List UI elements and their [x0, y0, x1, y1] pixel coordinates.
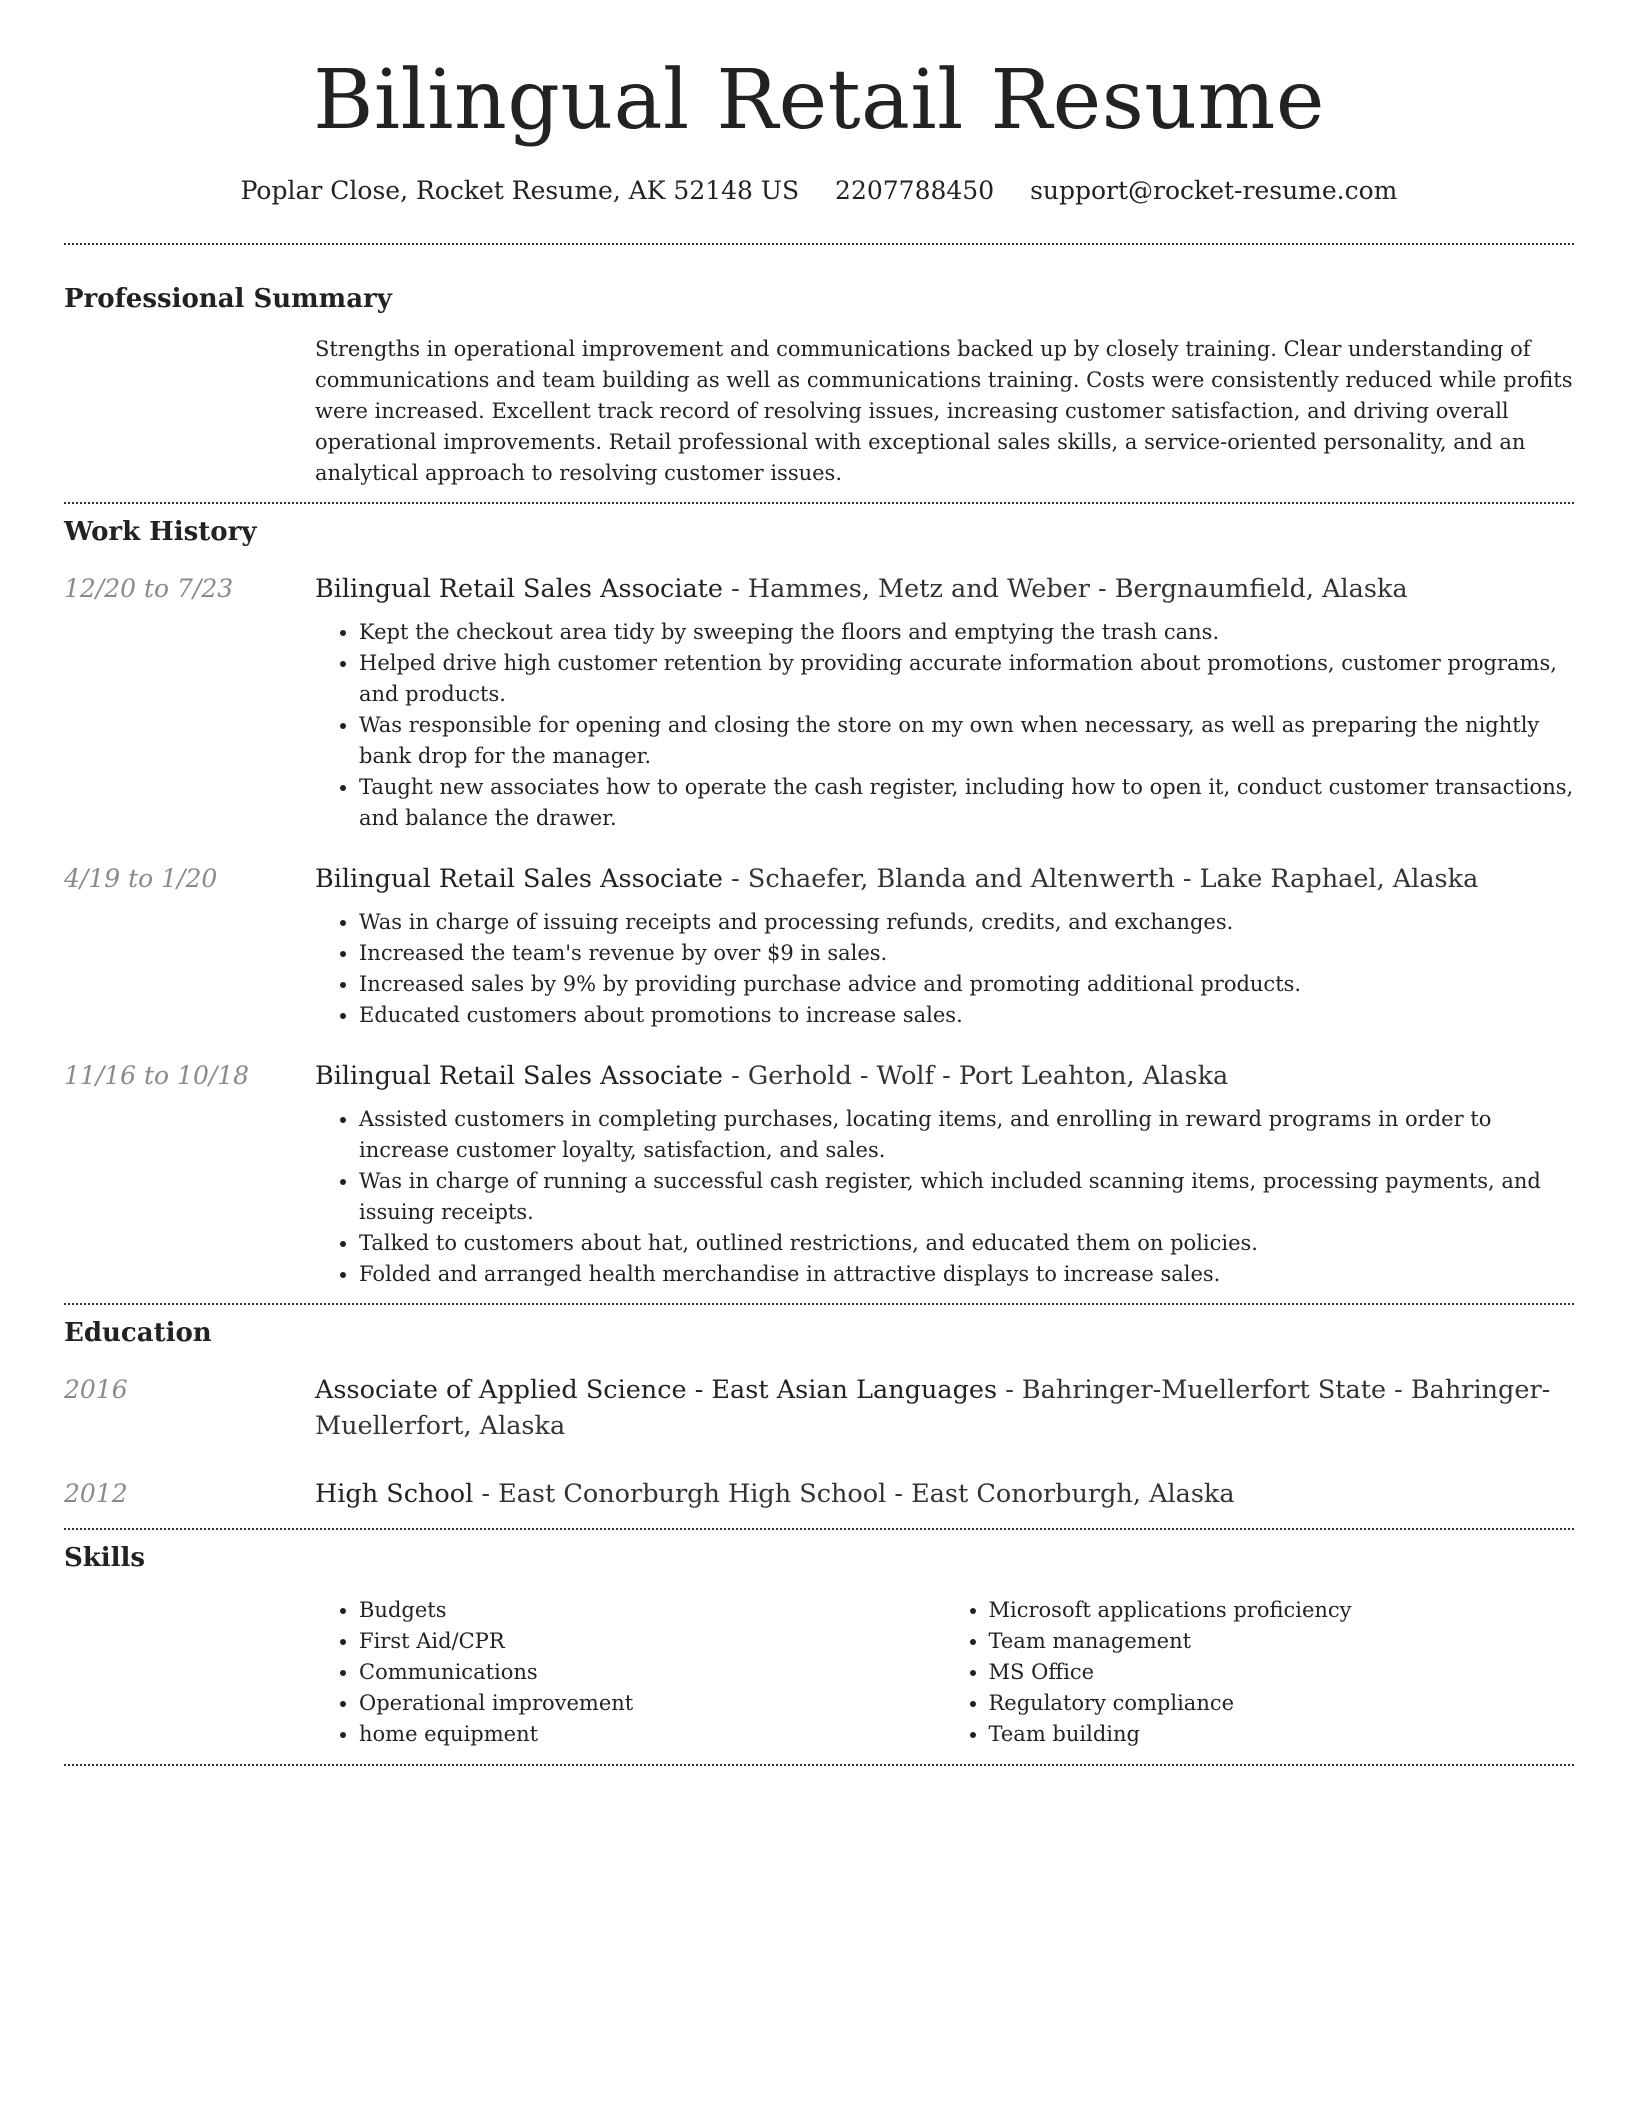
list-item: • Was responsible for opening and closing the store on my own when necessary, as well as preparing the nightly bank drop for the manager. — [359, 710, 1574, 772]
list-item: • Team building — [989, 1719, 1575, 1750]
contact-line — [64, 174, 1574, 208]
list-item: • Was in charge of issuing receipts and processing refunds, credits, and exchanges. — [359, 907, 1574, 938]
education-details: - East Conorburgh High School - East Conorburgh, Alaska — [473, 1479, 1235, 1509]
summary-text: Strengths in operational improvement and communications backed up by closely training. Clear understanding of communications and team building as well as communications training. Costs were consistently reduced while profits were increased. Excellent track record of resolving issues, increasing customer satisfaction, and driving overall operational improvements. Retail professional with exceptional sales skills, a service-oriented personality, and an analytical approach to resolving customer issues. — [315, 337, 1573, 485]
education-heading-line — [315, 1372, 1574, 1444]
job-bullets — [315, 617, 1574, 834]
education-heading-line — [315, 1476, 1574, 1512]
skills-list-right — [945, 1595, 1575, 1750]
education-degree: High School — [315, 1479, 474, 1509]
job-details: - Hammes, Metz and Weber - Bergnaumfield, Alaska — [723, 574, 1408, 604]
education-entry — [64, 1476, 1574, 1512]
job-title: Bilingual Retail Sales Associate — [315, 574, 724, 604]
list-item: • home equipment — [359, 1719, 945, 1750]
summary-section — [64, 245, 1574, 489]
job-dates: 4/19 to 1/20 — [64, 864, 218, 893]
work-history-section — [64, 504, 1574, 1290]
job-dates: 12/20 to 7/23 — [64, 574, 234, 603]
summary-heading: Professional Summary — [64, 284, 392, 314]
list-item: • Operational improvement — [359, 1688, 945, 1719]
list-item: • MS Office — [989, 1657, 1575, 1688]
list-item: • Kept the checkout area tidy by sweeping the floors and emptying the trash cans. — [359, 617, 1574, 648]
education-year: 2012 — [64, 1479, 128, 1508]
skills-section — [64, 1530, 1574, 1750]
divider — [64, 1764, 1574, 1766]
list-item: • Helped drive high customer retention by providing accurate information about promotions, customer programs, and products. — [359, 648, 1574, 710]
job-heading — [315, 571, 1574, 607]
job-dates: 11/16 to 10/18 — [64, 1061, 250, 1090]
education-details: - Bahringer-Muellerfort State - Bahringer-Muellerfort, Alaska — [315, 1375, 1551, 1441]
list-item: • Microsoft applications proficiency — [989, 1595, 1575, 1626]
skills-heading: Skills — [64, 1543, 146, 1573]
job-heading — [315, 861, 1574, 897]
list-item: • Talked to customers about hat, outlined restrictions, and educated them on policies. — [359, 1228, 1574, 1259]
list-item: • Was in charge of running a successful cash register, which included scanning items, processing payments, and issuing receipts. — [359, 1166, 1574, 1228]
list-item: • Educated customers about promotions to increase sales. — [359, 1000, 1574, 1031]
list-item: • Team management — [989, 1626, 1575, 1657]
job-heading — [315, 1058, 1574, 1094]
resume-title: Bilingual Retail Resume — [313, 53, 1325, 148]
job-entry — [64, 861, 1574, 1031]
resume-page — [64, 0, 1574, 1766]
education-degree: Associate of Applied Science - East Asian Languages — [315, 1375, 998, 1405]
list-item: • Assisted customers in completing purchases, locating items, and enrolling in reward programs in order to increase customer loyalty, satisfaction, and sales. — [359, 1104, 1574, 1166]
work-history-heading: Work History — [64, 517, 257, 547]
job-entry — [64, 1058, 1574, 1290]
list-item: • Increased the team's revenue by over $9 in sales. — [359, 938, 1574, 969]
contact-address: Poplar Close, Rocket Resume, AK 52148 US — [240, 176, 800, 205]
list-item: • Regulatory compliance — [989, 1688, 1575, 1719]
skills-list-left — [315, 1595, 945, 1750]
job-bullets — [315, 1104, 1574, 1290]
list-item: • Increased sales by 9% by providing purchase advice and promoting additional products. — [359, 969, 1574, 1000]
skills-columns — [315, 1595, 1574, 1750]
education-heading: Education — [64, 1318, 212, 1348]
list-item: • Folded and arranged health merchandise in attractive displays to increase sales. — [359, 1259, 1574, 1290]
list-item: • First Aid/CPR — [359, 1626, 945, 1657]
list-item: • Communications — [359, 1657, 945, 1688]
job-bullets — [315, 907, 1574, 1031]
job-entry — [64, 571, 1574, 834]
education-year: 2016 — [64, 1375, 128, 1404]
summary-spacer — [64, 334, 315, 489]
job-title: Bilingual Retail Sales Associate — [315, 1061, 724, 1091]
contact-email: support@rocket-resume.com — [1030, 176, 1398, 205]
education-section — [64, 1305, 1574, 1512]
job-details: - Gerhold - Wolf - Port Leahton, Alaska — [723, 1061, 1229, 1091]
list-item: • Taught new associates how to operate the cash register, including how to open it, conduct customer transactions, and balance the drawer. — [359, 772, 1574, 834]
job-title: Bilingual Retail Sales Associate — [315, 864, 724, 894]
list-item: • Budgets — [359, 1595, 945, 1626]
education-entry — [64, 1372, 1574, 1444]
skills-spacer — [64, 1595, 315, 1750]
contact-phone: 2207788450 — [835, 176, 995, 205]
job-details: - Schaefer, Blanda and Altenwerth - Lake Raphael, Alaska — [723, 864, 1479, 894]
